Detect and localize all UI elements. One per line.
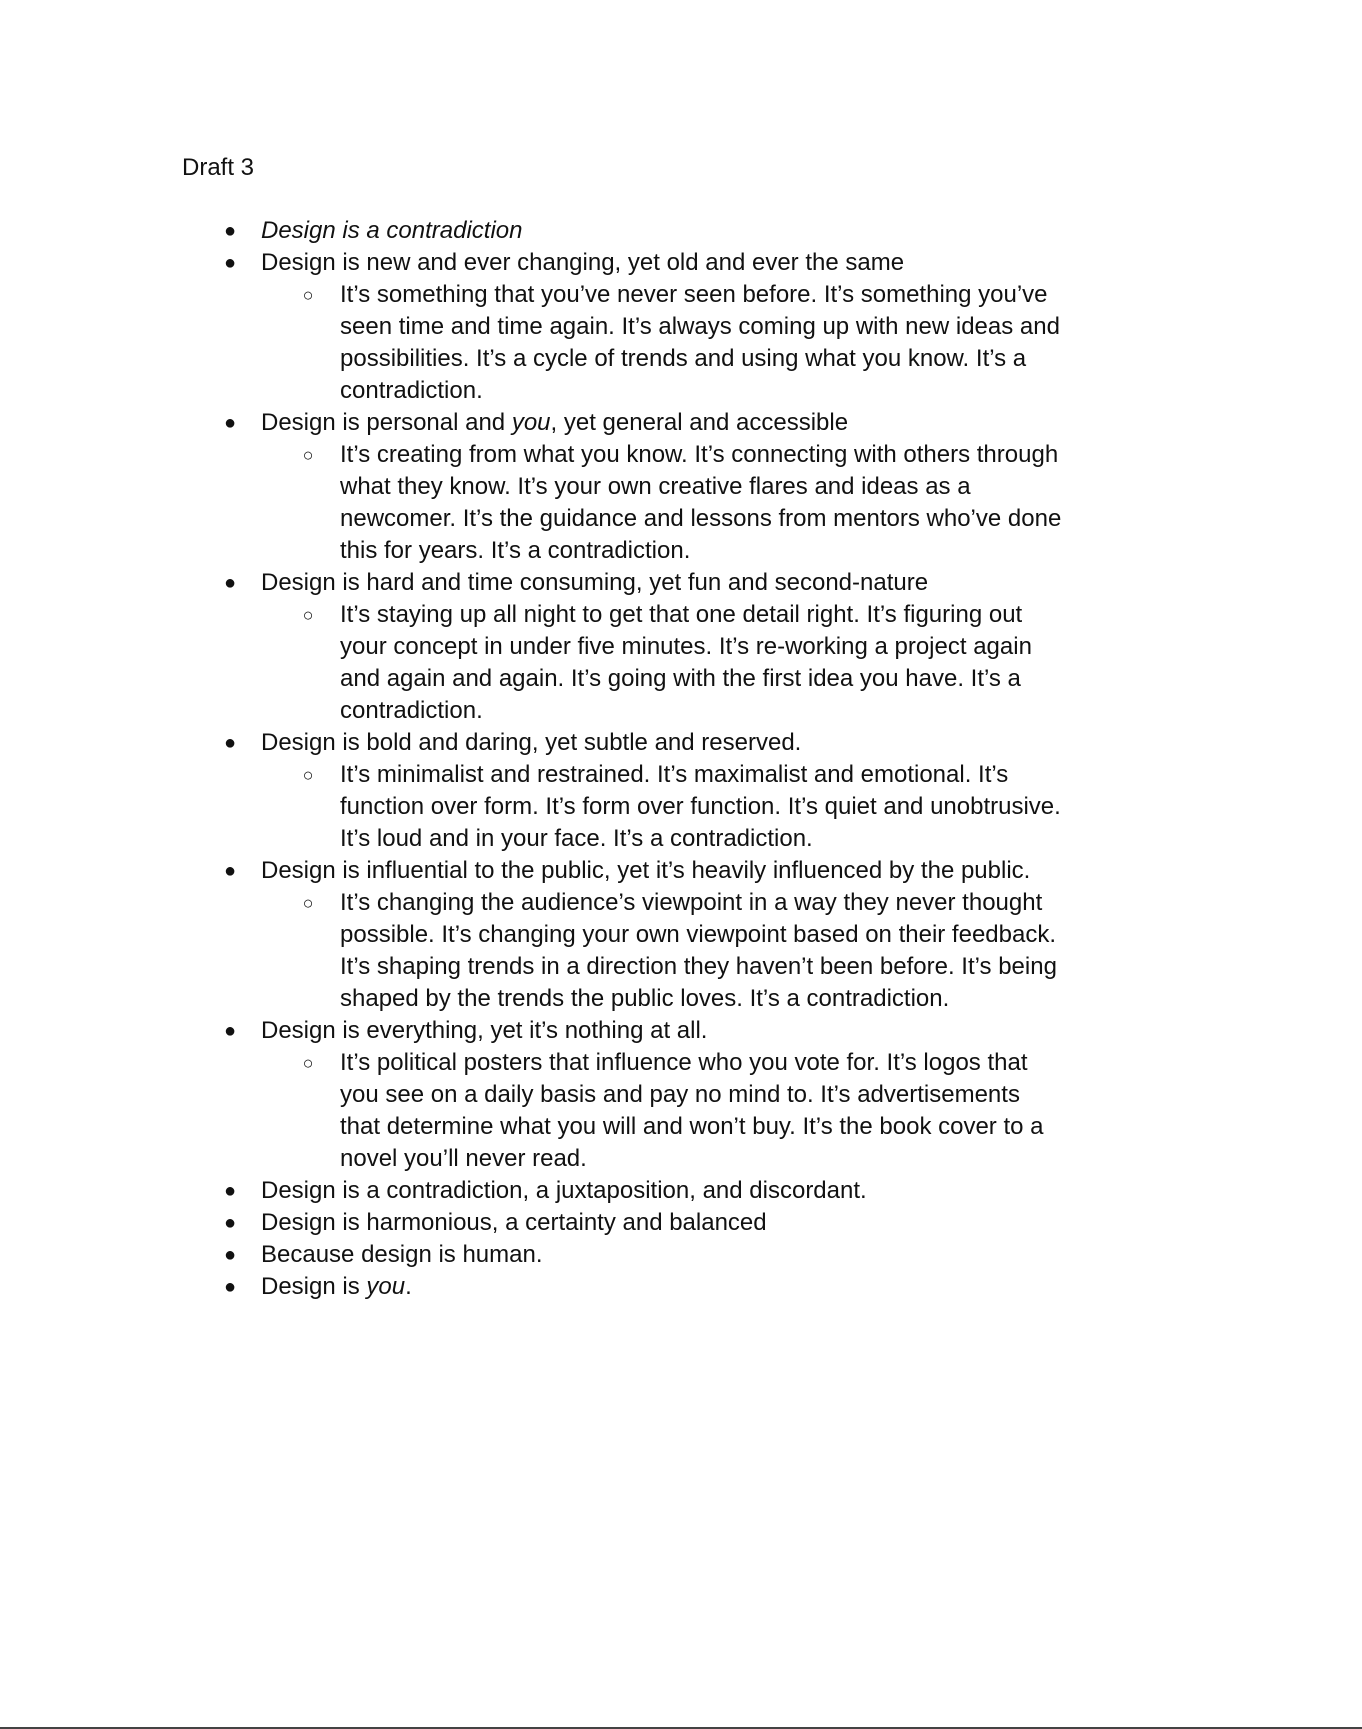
sub-item-text: It’s something that you’ve never seen before. It’s something you’ve seen time and time again. It’s always coming up with new ideas and possibilities. It’s a cycle of trends and using what you know. It’s a contradiction. <box>340 281 1060 404</box>
sub-item-text: It’s political posters that influence who you vote for. It’s logos that you see on a daily basis and pay no mind to. It’s advertisements that determine what you will and won’t buy. It’s the book cover to a novel you’ll never read. <box>340 1049 1044 1172</box>
list-item <box>0 1175 1362 1207</box>
list-item <box>0 727 1362 855</box>
item-text: Design is you. <box>261 1273 412 1300</box>
item-text: Design is a contradiction, a juxtaposition, and discordant. <box>261 1177 867 1204</box>
document-title: Draft 3 <box>182 154 255 181</box>
hollow-bullet-icon: ○ <box>302 893 314 913</box>
bullet-icon: ● <box>223 572 237 594</box>
item-text: Design is a contradiction <box>261 217 523 244</box>
hollow-bullet-icon: ○ <box>302 605 314 625</box>
item-text: Design is everything, yet it’s nothing at all. <box>261 1017 708 1044</box>
sub-list <box>261 599 1212 727</box>
bullet-icon: ● <box>223 1180 237 1202</box>
item-text: Design is personal and you, yet general and accessible <box>261 409 849 436</box>
list-item <box>0 215 1362 247</box>
sub-list-item <box>0 1047 1212 1175</box>
list-item <box>0 567 1362 727</box>
list-item <box>0 1207 1362 1239</box>
list-item <box>0 1239 1362 1271</box>
sub-item-text: It’s minimalist and restrained. It’s maximalist and emotional. It’s function over form. It’s form over function. It’s quiet and unobtrusive. It’s loud and in your face. It’s a contradiction. <box>340 761 1061 852</box>
list-item <box>0 855 1362 1015</box>
sub-item-text: It’s staying up all night to get that one detail right. It’s figuring out your concept in under five minutes. It’s re-working a project again and again and again. It’s going with the first idea you have. It’s a contradiction. <box>340 601 1032 724</box>
bullet-icon: ● <box>223 220 237 242</box>
sub-item-text: It’s creating from what you know. It’s connecting with others through what they know. It’s your own creative flares and ideas as a newcomer. It’s the guidance and lessons from mentors who’ve done this for years. It’s a contradiction. <box>340 441 1062 564</box>
bullet-icon: ● <box>223 412 237 434</box>
sub-list-item <box>0 759 1212 855</box>
item-text: Design is hard and time consuming, yet fun and second-nature <box>261 569 929 596</box>
sub-list-item <box>0 887 1212 1015</box>
bullet-icon: ● <box>223 1276 237 1298</box>
sub-list <box>261 439 1212 567</box>
item-text: Design is new and ever changing, yet old and ever the same <box>261 249 905 276</box>
sub-list <box>261 279 1212 407</box>
bullet-list <box>0 215 1362 1303</box>
hollow-bullet-icon: ○ <box>302 1053 314 1073</box>
sub-list-item <box>0 439 1212 567</box>
sub-list <box>261 759 1212 855</box>
hollow-bullet-icon: ○ <box>302 765 314 785</box>
sub-list <box>261 1047 1212 1175</box>
list-item <box>0 1015 1362 1175</box>
sub-item-text: It’s changing the audience’s viewpoint in a way they never thought possible. It’s changing your own viewpoint based on their feedback. It’s shaping trends in a direction they haven’t been before. It’s being shaped by the trends the public loves. It’s a contradiction. <box>340 889 1057 1012</box>
item-text: Design is bold and daring, yet subtle and reserved. <box>261 729 802 756</box>
bullet-icon: ● <box>223 1244 237 1266</box>
item-text: Because design is human. <box>261 1241 543 1268</box>
bullet-icon: ● <box>223 732 237 754</box>
sub-list-item <box>0 279 1212 407</box>
item-text: Design is harmonious, a certainty and balanced <box>261 1209 767 1236</box>
list-item <box>0 407 1362 567</box>
bullet-icon: ● <box>223 1212 237 1234</box>
item-text: Design is influential to the public, yet it’s heavily influenced by the public. <box>261 857 1031 884</box>
list-item <box>0 247 1362 407</box>
hollow-bullet-icon: ○ <box>302 445 314 465</box>
bullet-icon: ● <box>223 860 237 882</box>
sub-list <box>261 887 1212 1015</box>
hollow-bullet-icon: ○ <box>302 285 314 305</box>
list-item <box>0 1271 1362 1303</box>
bullet-icon: ● <box>223 252 237 274</box>
sub-list-item <box>0 599 1212 727</box>
bullet-icon: ● <box>223 1020 237 1042</box>
